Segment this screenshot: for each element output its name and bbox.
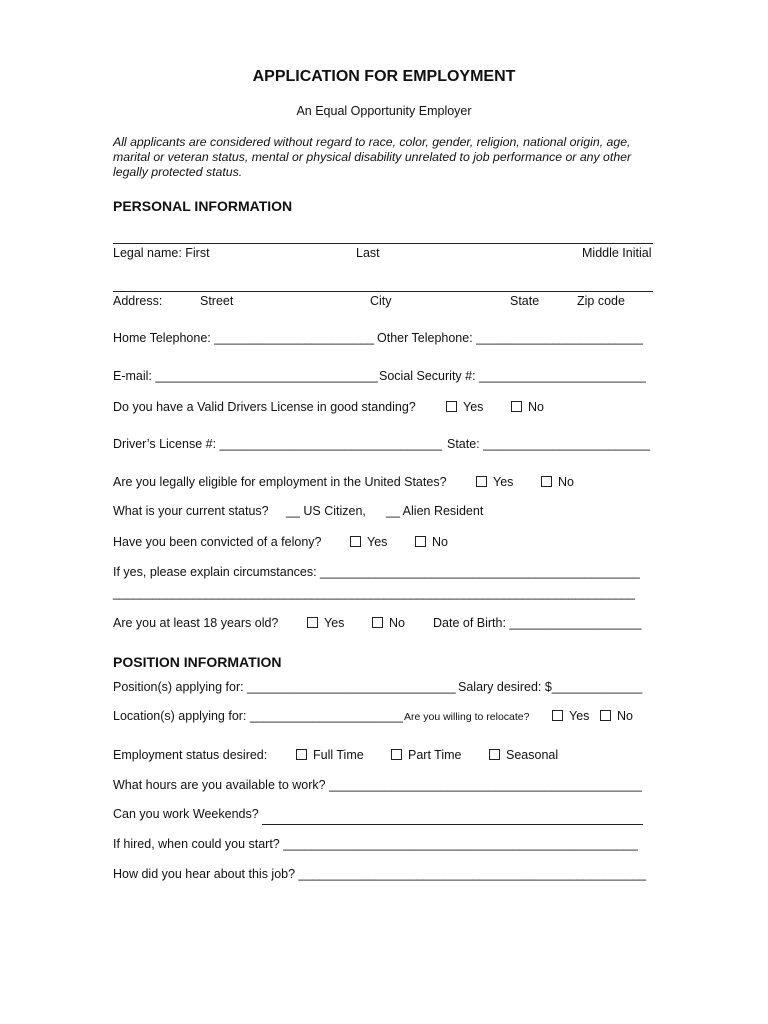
eligible-yes-label: Yes	[493, 475, 514, 489]
legal-name-line[interactable]	[113, 243, 653, 244]
relocate-yes-checkbox[interactable]	[552, 709, 589, 723]
legal-name-last-label: Last	[356, 246, 380, 260]
felony-explanation-line[interactable]: _______________________________________________________________________________	[113, 586, 635, 600]
checkbox-icon	[552, 710, 563, 721]
position-information-heading: POSITION INFORMATION	[113, 654, 282, 670]
eligibility-question: Are you legally eligible for employment in the United States?	[113, 475, 447, 489]
checkbox-icon	[350, 536, 361, 547]
checkbox-icon	[296, 749, 307, 760]
seasonal-label: Seasonal	[506, 748, 559, 762]
checkbox-icon	[476, 476, 487, 487]
checkbox-icon	[307, 617, 318, 628]
dl-yes-checkbox[interactable]	[446, 400, 483, 414]
date-of-birth-field[interactable]: Date of Birth: ___________________	[433, 616, 642, 630]
dl-yes-label: Yes	[463, 400, 484, 414]
seasonal-checkbox[interactable]	[489, 748, 558, 762]
license-state-field[interactable]: State: ________________________	[447, 437, 650, 451]
form-title: APPLICATION FOR EMPLOYMENT	[252, 68, 516, 85]
street-label: Street	[200, 294, 234, 308]
equal-opportunity-disclaimer: All applicants are considered without regard to race, color, gender, religion, national origin, age, marital or veteran status, mental or physical disability unrelated to job performance or any other legally protected status.	[113, 135, 632, 179]
felony-no-label: No	[432, 535, 448, 549]
checkbox-icon	[372, 617, 383, 628]
eligible-yes-checkbox[interactable]	[476, 475, 513, 489]
address-label: Address:	[113, 294, 163, 308]
start-date-field[interactable]: If hired, when could you start? ___________________________________________________	[113, 837, 638, 851]
dl-no-checkbox[interactable]	[511, 400, 544, 414]
age-question: Are you at least 18 years old?	[113, 616, 279, 630]
weekends-question: Can you work Weekends?	[113, 807, 259, 821]
zip-code-label: Zip code	[577, 294, 625, 308]
locations-applying-field[interactable]: Location(s) applying for: ______________________	[113, 709, 403, 723]
felony-explanation-field[interactable]: If yes, please explain circumstances: ______________________________________________	[113, 565, 640, 579]
part-time-checkbox[interactable]	[391, 748, 462, 762]
dl-no-label: No	[528, 400, 544, 414]
drivers-license-question: Do you have a Valid Drivers License in good standing?	[113, 400, 416, 414]
checkbox-icon	[489, 749, 500, 760]
part-time-label: Part Time	[408, 748, 462, 762]
checkbox-icon	[600, 710, 611, 721]
weekends-answer-line[interactable]	[262, 824, 643, 825]
form-subtitle: An Equal Opportunity Employer	[296, 104, 472, 118]
job-source-field[interactable]: How did you hear about this job? __________________________________________________	[113, 867, 647, 881]
age-no-checkbox[interactable]	[372, 616, 405, 630]
felony-yes-label: Yes	[367, 535, 388, 549]
salary-desired-field[interactable]: Salary desired: $_____________	[458, 680, 643, 694]
email-field[interactable]: E-mail: ________________________________	[113, 369, 378, 383]
age-yes-label: Yes	[324, 616, 345, 630]
age-yes-checkbox[interactable]	[307, 616, 344, 630]
other-telephone-field[interactable]: Other Telephone: ________________________	[377, 331, 643, 345]
social-security-field[interactable]: Social Security #: ________________________	[379, 369, 646, 383]
checkbox-icon	[541, 476, 552, 487]
full-time-label: Full Time	[313, 748, 364, 762]
relocate-question: Are you willing to relocate?	[404, 711, 530, 723]
drivers-license-number-field[interactable]: Driver’s License #: ________________________________	[113, 437, 442, 451]
age-no-label: No	[389, 616, 405, 630]
city-label: City	[370, 294, 392, 308]
checkbox-icon	[415, 536, 426, 547]
eligible-no-label: No	[558, 475, 574, 489]
state-label: State	[510, 294, 540, 308]
relocate-no-label: No	[617, 709, 633, 723]
address-line[interactable]	[113, 291, 653, 292]
us-citizen-option[interactable]: __ US Citizen,	[286, 504, 366, 518]
alien-resident-option[interactable]: __ Alien Resident	[386, 504, 484, 518]
relocate-yes-label: Yes	[569, 709, 590, 723]
checkbox-icon	[391, 749, 402, 760]
full-time-checkbox[interactable]	[296, 748, 364, 762]
home-telephone-field[interactable]: Home Telephone: _______________________	[113, 331, 375, 345]
personal-information-heading: PERSONAL INFORMATION	[113, 198, 293, 214]
checkbox-icon	[511, 401, 522, 412]
eligible-no-checkbox[interactable]	[541, 475, 574, 489]
felony-question: Have you been convicted of a felony?	[113, 535, 322, 549]
positions-applying-field[interactable]: Position(s) applying for: ______________________________	[113, 680, 456, 694]
relocate-no-checkbox[interactable]	[600, 709, 633, 723]
current-status-question: What is your current status?	[113, 504, 269, 518]
felony-yes-checkbox[interactable]	[350, 535, 387, 549]
available-hours-field[interactable]: What hours are you available to work? _____________________________________________	[113, 778, 642, 792]
middle-initial-label: Middle Initial	[582, 246, 652, 260]
legal-name-first-label: Legal name: First	[113, 246, 210, 260]
checkbox-icon	[446, 401, 457, 412]
employment-status-label: Employment status desired:	[113, 748, 268, 762]
felony-no-checkbox[interactable]	[415, 535, 448, 549]
